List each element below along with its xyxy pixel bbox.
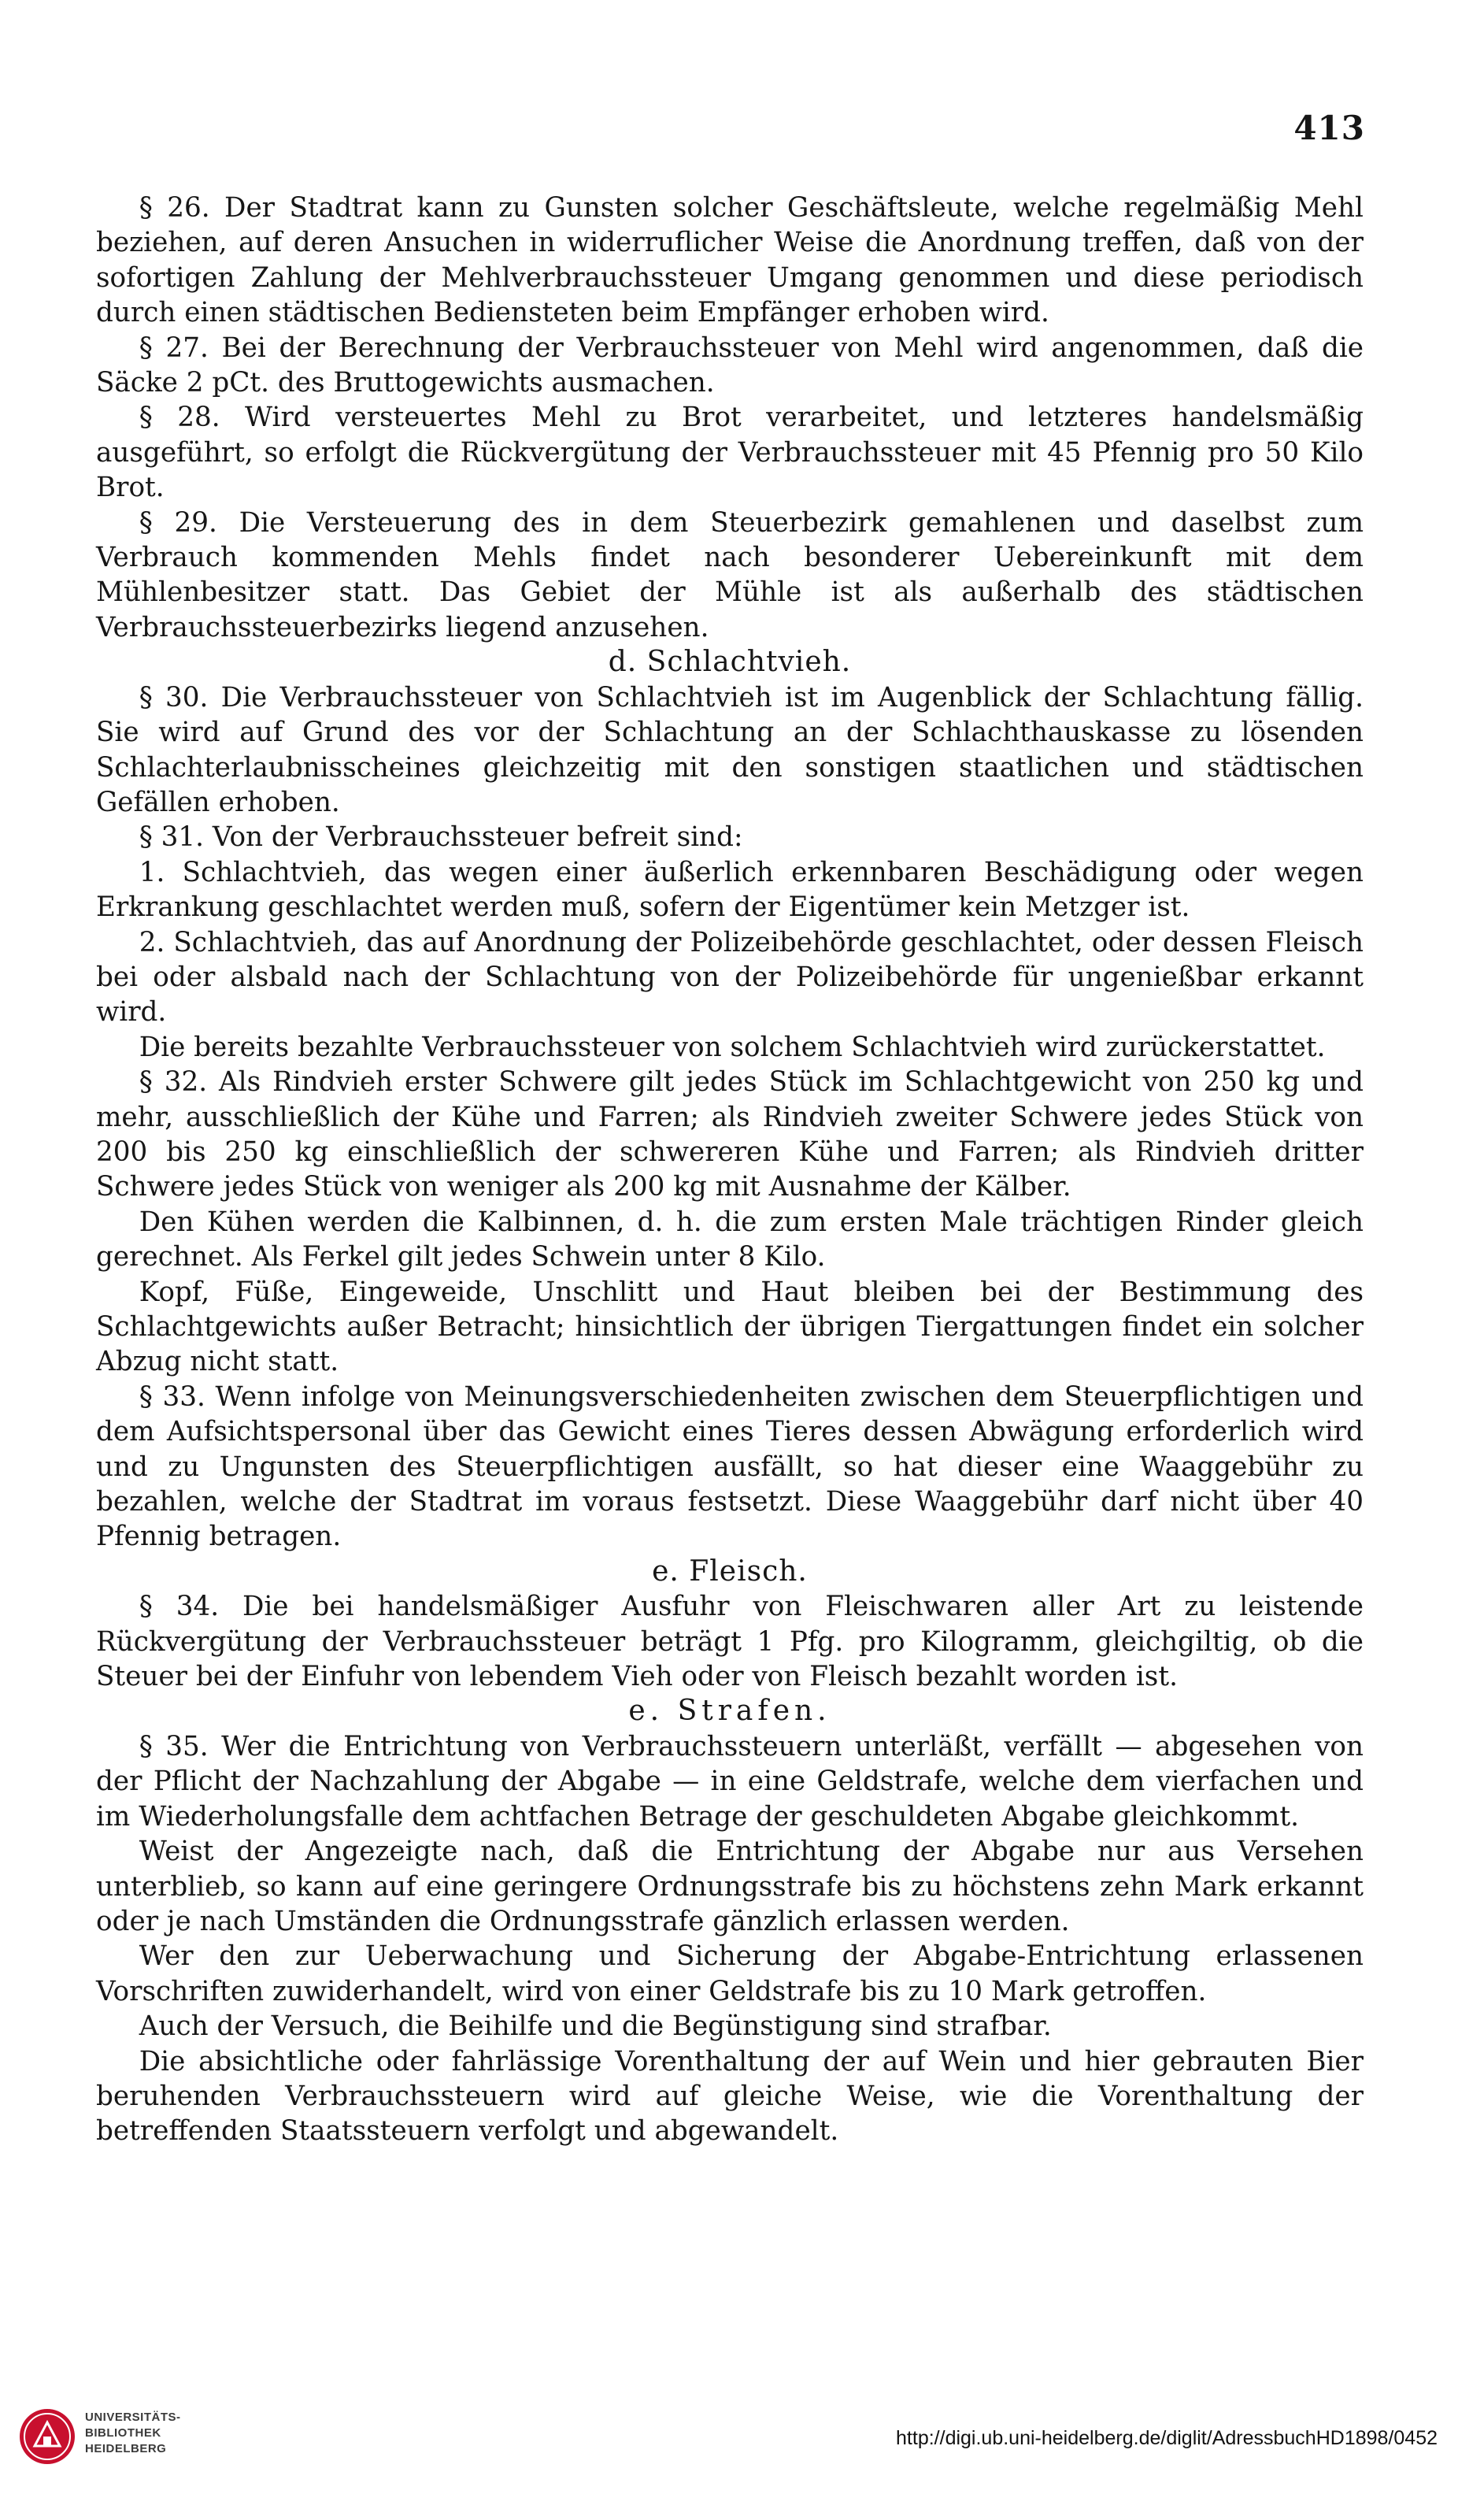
library-name <box>85 2410 181 2457</box>
library-name-line-3: HEIDELBERG <box>85 2442 167 2455</box>
list-item-2: 2. Schlachtvieh, das auf Anordnung der Polizeibehörde geschlachtet, oder dessen Fleisch bei oder alsbald nach der Schlachtung von der Polizeibehörde für ungenießbar erkannt wird. <box>96 926 1364 1028</box>
paragraph-section-33: § 33. Wenn infolge von Meinungsverschiedenheiten zwischen dem Steuerpflichtigen und dem Aufsichtspersonal über das Gewicht eines Tieres dessen Abwägung erforderlich wird und zu Ungunsten des Steuerpflichtigen ausfällt, so hat dieser eine Waaggebühr zu bezahlen, welche der Stadtrat im voraus festsetzt. Diese Waaggebühr darf nicht über 40 Pfennig betragen. <box>96 1380 1364 1553</box>
paragraph-section-32: § 32. Als Rindvieh erster Schwere gilt jedes Stück im Schlachtgewicht von 250 kg und mehr, ausschließlich der Kühe und Farren; als Rindvieh zweiter Schwere jedes Stück von 200 bis 250 kg einschließlich der schwereren Kühe und Farren; als Rindvieh dritter Schwere jedes Stück von weniger als 200 kg mit Ausnahme der Kälber. <box>96 1066 1364 1203</box>
paragraph-section-29: § 29. Die Versteuerung des in dem Steuerbezirk gemahlenen und daselbst zum Verbrauch kommenden Mehls findet nach besonderer Uebereinkunft mit dem Mühlenbesitzer statt. Das Gebiet der Mühle ist als außerhalb des städtischen Verbrauchssteuerbezirks liegend anzusehen. <box>96 506 1364 643</box>
library-name-line-2: BIBLIOTHEK <box>85 2426 161 2440</box>
library-logo[interactable] <box>17 2402 222 2473</box>
paragraph-versuch: Auch der Versuch, die Beihilfe und die Begünstigung sind strafbar. <box>139 2010 1052 2043</box>
library-name-line-1: UNIVERSITÄTS- <box>85 2411 181 2424</box>
section-heading-fleisch: e. Fleisch. <box>652 1555 808 1588</box>
paragraph-section-26: § 26. Der Stadtrat kann zu Gunsten solcher Geschäftsleute, welche regelmäßig Mehl beziehen, auf deren Ansuchen in widerruflicher Weise die Anordnung treffen, daß von der sofortigen Zahlung der Mehlverbrauchssteuer Umgang genommen und diese periodisch durch einen städtischen Bediensteten beim Empfänger erhoben wird. <box>96 192 1364 329</box>
source-url-link[interactable]: http://digi.ub.uni-heidelberg.de/diglit/AdressbuchHD1898/0452 <box>896 2427 1438 2449</box>
footer <box>0 2386 1458 2473</box>
paragraph-section-27: § 27. Bei der Berechnung der Verbrauchssteuer von Mehl wird angenommen, daß die Säcke 2 pCt. des Bruttogewichts ausmachen. <box>96 332 1364 399</box>
paragraph-schlachtgewicht: Kopf, Füße, Eingeweide, Unschlitt und Haut bleiben bei der Bestimmung des Schlachtgewichts außer Betracht; hinsichtlich der übrigen Tiergattungen findet ein solcher Abzug nicht statt. <box>96 1276 1364 1378</box>
section-heading-schlachtvieh: d. Schlachtvieh. <box>608 646 852 679</box>
section-heading-strafen: e. Strafen. <box>628 1695 831 1728</box>
paragraph-refund: Die bereits bezahlte Verbrauchssteuer von solchem Schlachtvieh wird zurückerstattet. <box>139 1031 1326 1063</box>
document-body <box>96 191 1364 2149</box>
paragraph-section-30: § 30. Die Verbrauchssteuer von Schlachtvieh ist im Augenblick der Schlachtung fällig. Sie wird auf Grund des vor der Schlachtung an der Schlachthauskasse zu lösenden Schlachterlaubnisscheines gleichzeitig mit den sonstigen staatlichen und städtischen Gefällen erhoben. <box>96 681 1364 818</box>
list-item-1: 1. Schlachtvieh, das wegen einer äußerlich erkennbaren Beschädigung oder wegen Erkrankung geschlachtet werden muß, sofern der Eigentümer kein Metzger ist. <box>96 856 1364 924</box>
paragraph-section-35: § 35. Wer die Entrichtung von Verbrauchssteuern unterläßt, verfällt — abgesehen von der Pflicht der Nachzahlung der Abgabe — in eine Geldstrafe, welche dem vierfachen und im Wiederholungsfalle dem achtfachen Betrage der geschuldeten Abgabe gleichkommt. <box>96 1730 1364 1833</box>
page-number: 413 <box>1293 109 1365 147</box>
paragraph-section-34: § 34. Die bei handelsmäßiger Ausfuhr von Fleischwaren aller Art zu leistende Rückvergütung der Verbrauchssteuer beträgt 1 Pfg. pro Kilogramm, gleichgiltig, ob die Steuer bei der Einfuhr von lebendem Vieh oder von Fleisch bezahlt worden ist. <box>96 1591 1364 1693</box>
paragraph-section-28: § 28. Wird versteuertes Mehl zu Brot verarbeitet, und letzteres handelsmäßig ausgeführt, so erfolgt die Rückvergütung der Verbrauchssteuer mit 45 Pfennig pro 50 Kilo Brot. <box>96 402 1364 504</box>
paragraph-section-31: § 31. Von der Verbrauchssteuer befreit sind: <box>139 821 743 854</box>
paragraph-kalbinnen: Den Kühen werden die Kalbinnen, d. h. die zum ersten Male trächtigen Rinder gleich gerechnet. Als Ferkel gilt jedes Schwein unter 8 Kilo. <box>96 1206 1364 1273</box>
library-seal-icon <box>17 2407 77 2466</box>
paragraph-vorenthaltung: Die absichtliche oder fahrlässige Vorenthaltung der auf Wein und hier gebrauten Bier beruhenden Verbrauchssteuern wird auf gleiche Weise, wie die Vorenthaltung der betreffenden Staatssteuern verfolgt und abgewandelt. <box>96 2045 1364 2148</box>
paragraph-versehen: Weist der Angezeigte nach, daß die Entrichtung der Abgabe nur aus Versehen unterblieb, so kann auf eine geringere Ordnungsstrafe bis zu höchstens zehn Mark erkannt oder je nach Umständen die Ordnungsstrafe gänzlich erlassen werden. <box>96 1836 1364 1937</box>
paragraph-zuwiderhandlung: Wer den zur Ueberwachung und Sicherung der Abgabe-Entrichtung erlassenen Vorschriften zuwiderhandelt, wird von einer Geldstrafe bis zu 10 Mark getroffen. <box>96 1940 1364 2007</box>
